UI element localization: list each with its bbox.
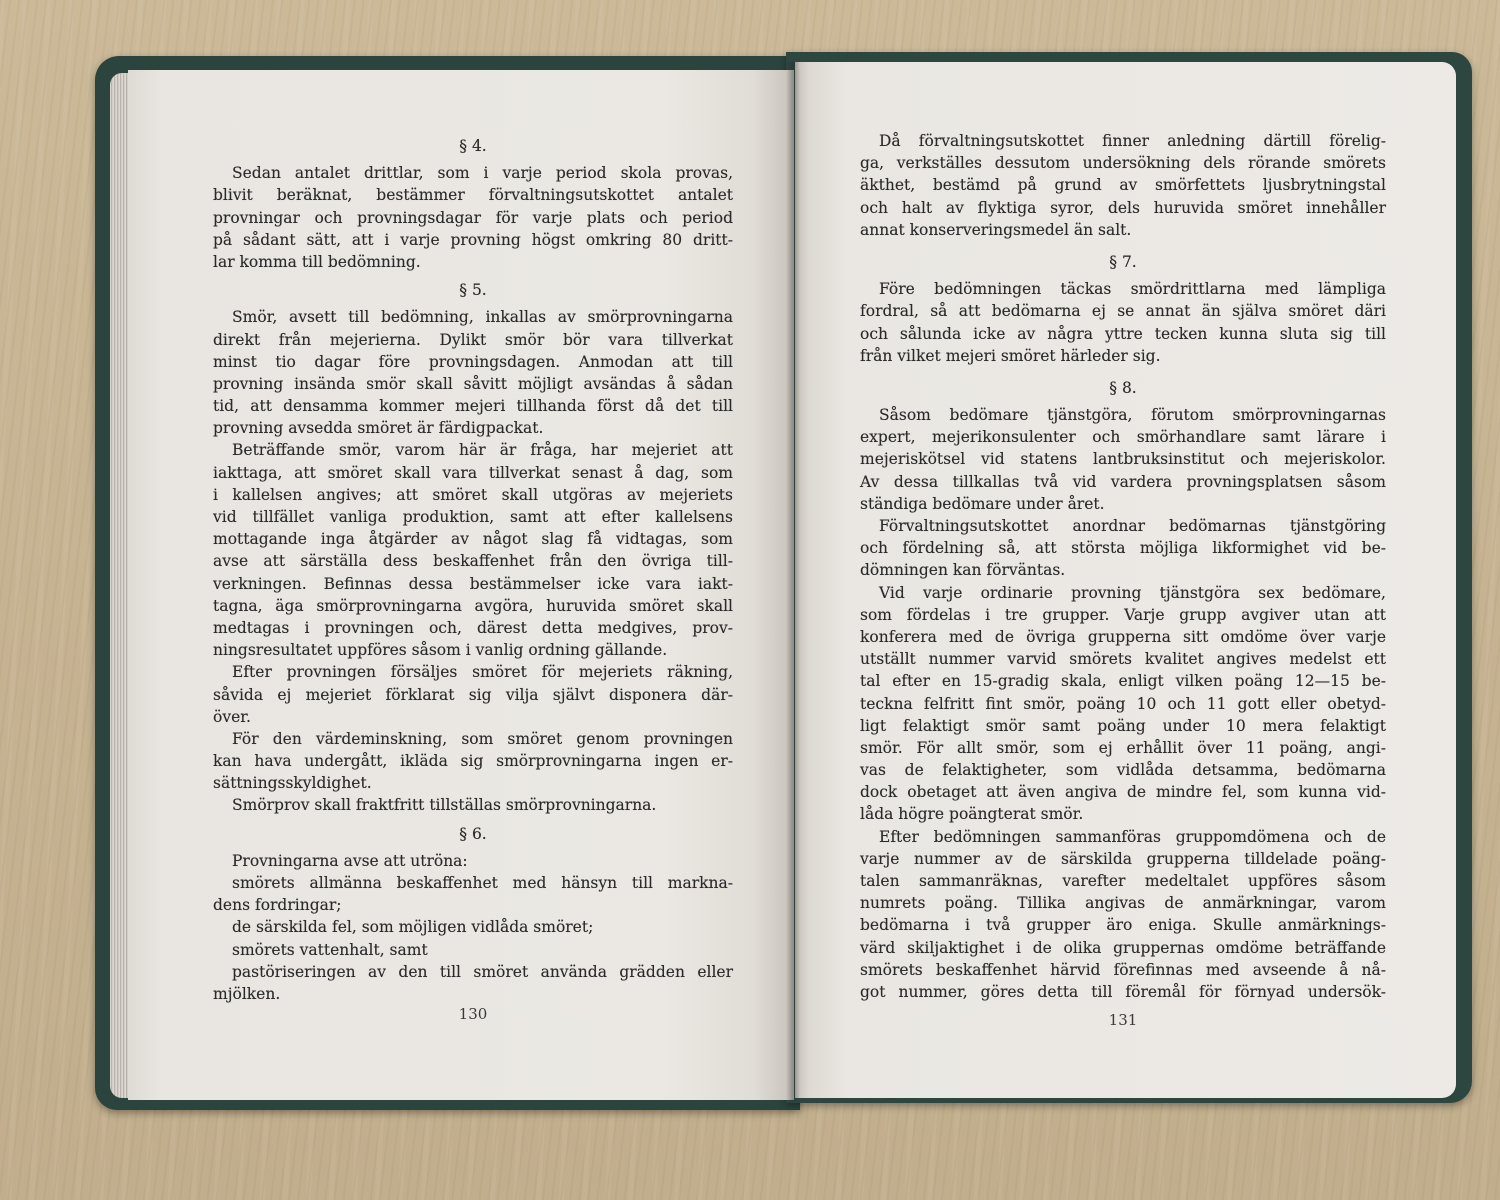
spine-shadow <box>786 62 800 1102</box>
text-line: varje nummer av de särskilda grupperna tilldelade poäng- <box>860 849 1386 868</box>
text-line: teckna felfritt fint smör, poäng 10 och 11 gott eller obetyd- <box>860 694 1386 713</box>
text-line: pastöriseringen av den till smöret använda grädden eller <box>232 962 733 981</box>
text-line: bedömarna i två grupper äro eniga. Skulle anmärknings- <box>860 916 1386 935</box>
text-line: Smörprov skall fraktfritt tillställas smörprovningarna. <box>232 796 657 815</box>
text-line: på sådant sätt, att i varje provning högst omkring 80 dritt- <box>213 230 733 249</box>
paragraph <box>213 728 733 795</box>
section-heading: § 5. <box>459 281 487 300</box>
section-heading: § 8. <box>1109 378 1137 397</box>
paragraph <box>860 582 1386 826</box>
text-line: såvida ej mejeriet förklarat sig vilja självt disponera där- <box>213 685 733 704</box>
section <box>860 377 1386 1003</box>
left-page-text-column <box>213 129 733 1005</box>
text-line: Beträffande smör, varom här är fråga, har mejeriet att <box>232 441 733 460</box>
section-heading: § 7. <box>1109 252 1137 271</box>
text-line: provning avsedda smöret är färdigpackat. <box>213 419 544 438</box>
text-line: och fördelning så, att största möjliga likformighet vid be- <box>860 539 1386 558</box>
text-line: minst tio dagar före provningsdagen. Anmodan att till <box>213 352 733 371</box>
text-line: konferera med de övriga grupperna sitt omdöme över varje <box>860 627 1386 646</box>
text-line: sättningsskyldighet. <box>213 774 372 793</box>
section <box>213 135 733 273</box>
text-line: värd skiljaktighet i de olika gruppernas omdöme beträffande <box>860 938 1386 957</box>
section <box>860 251 1386 367</box>
text-line: ständiga bedömare under året. <box>860 494 1105 513</box>
text-line: provningar och provningsdagar för varje plats och period <box>213 208 733 227</box>
paragraph <box>213 872 733 916</box>
text-line: över. <box>213 707 251 726</box>
paragraph <box>213 916 733 938</box>
text-line: Vid varje ordinarie provning tjänstgöra sex bedömare, <box>879 583 1386 602</box>
text-line: Efter provningen försäljes smöret för mejeriets räkning, <box>232 663 733 682</box>
section <box>213 279 733 817</box>
text-line: låda högre poängterat smör. <box>860 805 1084 824</box>
text-line: de särskilda fel, som möjligen vidlåda smöret; <box>232 918 594 937</box>
section <box>860 130 1386 241</box>
text-line: Då förvaltningsutskottet finner anledning därtill förelig- <box>879 132 1386 150</box>
text-line: got nummer, göres detta till föremål för förnyad undersök- <box>860 982 1386 1001</box>
text-line: äkthet, bestämd på grund av smörfettets ljusbrytningstal <box>860 176 1386 195</box>
text-line: Av dessa tillkallas två vid vardera provningsplatsen såsom <box>860 472 1386 491</box>
text-line: mottagande inga åtgärder av något slag få vidtagas, som <box>213 530 733 549</box>
paragraph <box>213 961 733 1005</box>
paragraph <box>213 939 733 961</box>
paragraph <box>213 794 733 816</box>
text-line: medtagas i provningen och, därest detta medgives, prov- <box>213 618 733 637</box>
text-line: som fördelas i tre grupper. Varje grupp avgiver utan att <box>860 605 1386 624</box>
text-line: smörets beskaffenhet härvid förefinnas med avseende å nå- <box>860 960 1386 979</box>
text-line: talen sammanräknas, varefter medeltalet uppföres såsom <box>860 872 1386 890</box>
text-line: Provningarna avse att utröna: <box>232 851 468 870</box>
text-line: För den värdeminskning, som smöret genom provningen <box>232 729 733 748</box>
section <box>213 823 733 1006</box>
text-line: iakttaga, att smöret skall vara tillverkat senast å dag, som <box>213 463 733 482</box>
text-line: Före bedömningen täckas smördrittlarna med lämpliga <box>879 280 1386 299</box>
text-line: verkningen. Befinnas dessa bestämmelser icke vara iakt- <box>213 574 733 593</box>
right-page-text-column <box>860 130 1386 1003</box>
text-line: Såsom bedömare tjänstgöra, förutom smörprovningarnas <box>879 406 1386 425</box>
text-line: Sedan antalet drittlar, som i varje period skola provas, <box>232 164 733 183</box>
text-line: Förvaltningsutskottet anordnar bedömarnas tjänstgöring <box>879 517 1386 535</box>
text-line: blivit beräknat, bestämmer förvaltningsutskottet antalet <box>213 186 733 205</box>
text-line: direkt från mejerierna. Dylikt smör bör vara tillverkat <box>213 330 733 349</box>
text-line: vid tillfället vanliga produktion, samt att efter kallelsens <box>213 508 733 526</box>
text-line: dens fordringar; <box>213 896 342 915</box>
text-line: i kallelsen angives; att smöret skall utgöras av mejeriets <box>213 485 733 504</box>
paragraph <box>860 278 1386 367</box>
text-line: mejeriskötsel vid statens lantbruksinstitut och mejeriskolor. <box>860 450 1386 469</box>
paragraph <box>860 826 1386 1004</box>
text-line: lar komma till bedömning. <box>213 252 421 271</box>
text-line: smör. För allt smör, som ej erhållit över 11 poäng, angi- <box>860 738 1386 757</box>
text-line: expert, mejerikonsulenter och smörhandlare samt lärare i <box>860 428 1386 447</box>
text-line: dömningen kan förväntas. <box>860 561 1066 580</box>
text-line: Efter bedömningen sammanföras gruppomdömena och de <box>879 827 1386 846</box>
text-line: tagna, äga smörprovningarna avgöra, huruvida smöret skall <box>213 596 733 615</box>
text-line: mjölken. <box>213 984 281 1003</box>
text-line: avse att särställa dess beskaffenhet från den övriga till- <box>213 552 733 571</box>
text-line: numrets poäng. Tillika angivas de anmärkningar, varom <box>860 894 1386 913</box>
paragraph <box>860 515 1386 582</box>
section-heading: § 6. <box>459 824 487 843</box>
paragraph <box>213 439 733 661</box>
paragraph <box>213 306 733 439</box>
text-line: Smör, avsett till bedömning, inkallas av smörprovningarna <box>232 308 733 327</box>
paragraph <box>213 162 733 273</box>
text-line: smörets allmänna beskaffenhet med hänsyn till markna- <box>232 874 733 892</box>
text-line: smörets vattenhalt, samt <box>232 940 428 959</box>
text-line: utställt nummer varvid smörets kvalitet angives medelst ett <box>860 650 1386 669</box>
paragraph <box>213 661 733 728</box>
text-line: ga, verkställes dessutom undersökning dels rörande smörets <box>860 154 1386 173</box>
section-heading: § 4. <box>459 137 487 155</box>
text-line: dock obetaget att även angiva de mindre fel, som kunna vid- <box>860 783 1386 802</box>
text-line: annat konserveringsmedel än salt. <box>860 220 1132 239</box>
page-number-right: 131 <box>1108 1011 1138 1029</box>
text-line: ligt felaktigt smör samt poäng under 10 mera felaktigt <box>860 716 1386 735</box>
text-line: vas de felaktigheter, som vidlåda detsamma, bedömarna <box>860 761 1386 780</box>
paragraph <box>213 850 733 872</box>
text-line: och halt av flyktiga syror, dels huruvida smöret innehåller <box>860 198 1386 217</box>
text-line: och sålunda icke av några yttre tecken kunna sluta sig till <box>860 324 1386 343</box>
text-line: tal efter en 15-gradig skala, enligt vilken poäng 12—15 be- <box>860 672 1386 691</box>
text-line: från vilket mejeri smöret härleder sig. <box>860 346 1161 365</box>
page-number-left: 130 <box>458 1005 488 1023</box>
text-line: tid, att densamma kommer mejeri tillhanda först då det till <box>213 397 733 416</box>
text-line: kan hava undergått, ikläda sig smörprovningarna ingen er- <box>213 752 733 771</box>
paragraph <box>860 130 1386 241</box>
text-line: fordral, så att bedömarna ej se annat än själva smöret däri <box>860 302 1386 321</box>
text-line: ningsresultatet uppföres såsom i vanlig ordning gällande. <box>213 641 668 660</box>
text-line: provning insända smör skall såvitt möjligt avsändas å sådan <box>213 374 733 393</box>
paragraph <box>860 404 1386 515</box>
